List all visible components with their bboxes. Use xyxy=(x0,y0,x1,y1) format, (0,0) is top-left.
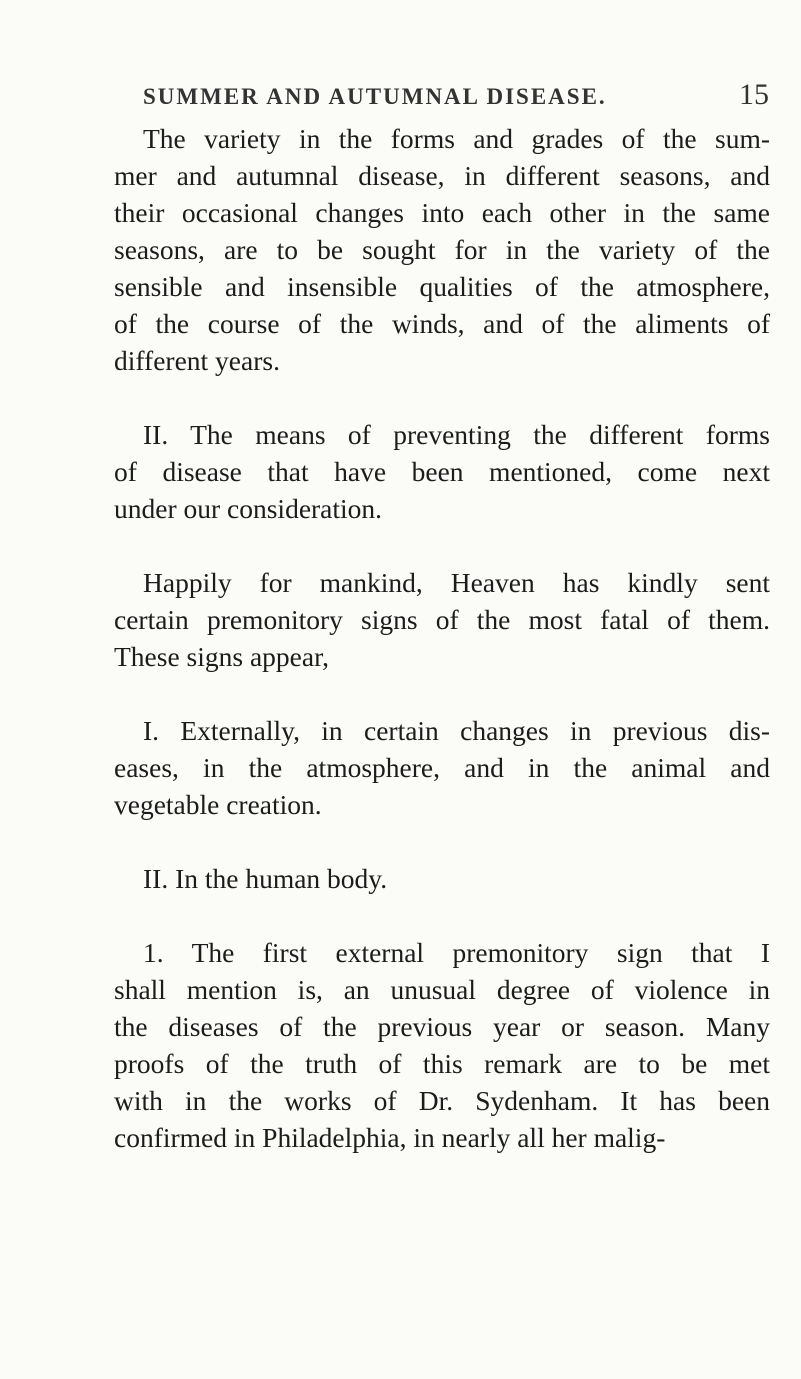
text-line: confirmed in Philadelphia, in nearly all her malig- xyxy=(114,1122,666,1153)
text-line: The variety in the forms and grades of the sum- xyxy=(143,123,770,154)
text-line: certain premonitory signs of the most fatal of them. xyxy=(114,604,770,635)
text-line: eases, in the atmosphere, and in the animal and xyxy=(114,752,770,783)
text-line: of the course of the winds, and of the aliments of xyxy=(114,308,770,339)
text-line: proofs of the truth of this remark are to be met xyxy=(114,1048,770,1079)
text-line: different years. xyxy=(114,345,280,376)
text-line: seasons, are to be sought for in the variety of the xyxy=(114,234,770,265)
text-line: II. The means of preventing the different forms xyxy=(143,419,770,450)
text-line: These signs appear, xyxy=(114,641,330,672)
text-line: I. Externally, in certain changes in previous dis- xyxy=(143,715,770,746)
text-line: with in the works of Dr. Sydenham. It has been xyxy=(114,1085,770,1116)
text-line: under our consideration. xyxy=(114,493,383,524)
text-line: II. In the human body. xyxy=(143,863,388,894)
text-line: of disease that have been mentioned, come next xyxy=(114,456,770,487)
text-line: sensible and insensible qualities of the atmosphere, xyxy=(114,271,770,302)
text-line: mer and autumnal disease, in different seasons, and xyxy=(114,160,770,191)
text-line: vegetable creation. xyxy=(114,789,322,820)
text-line: shall mention is, an unusual degree of violence in xyxy=(114,974,770,1005)
header-title: SUMMER AND AUTUMNAL DISEASE. xyxy=(143,84,607,109)
running-header xyxy=(143,78,769,111)
text-line: 1. The first external premonitory sign that I xyxy=(143,937,770,968)
text-line: the diseases of the previous year or season. Many xyxy=(114,1011,770,1042)
text-line: Happily for mankind, Heaven has kindly sent xyxy=(143,567,770,598)
text-line: their occasional changes into each other in the same xyxy=(114,197,770,228)
page-number: 15 xyxy=(739,78,769,111)
